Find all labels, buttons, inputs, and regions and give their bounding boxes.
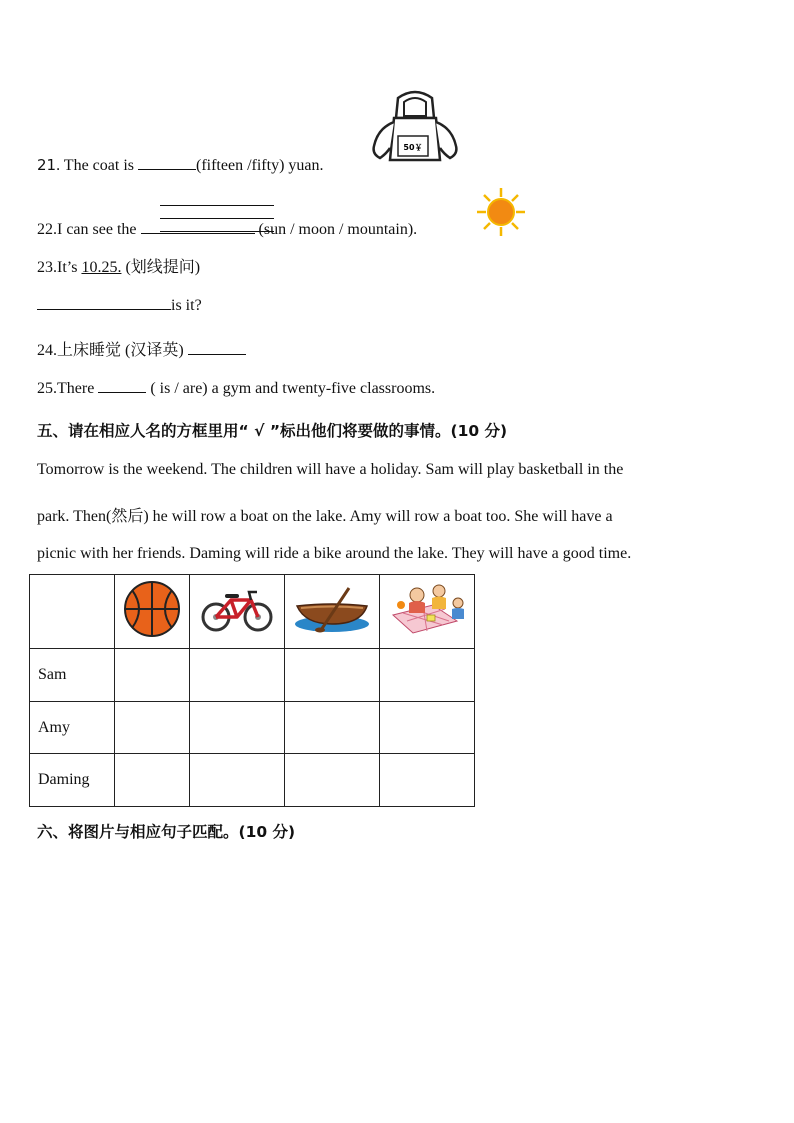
rowboat-icon xyxy=(293,584,371,634)
check-cell[interactable] xyxy=(115,754,190,807)
q25-text-a: 25.There xyxy=(37,380,99,397)
section-6-heading: 六、将图片与相应句子匹配。(10 分) xyxy=(37,823,296,841)
coat-picture xyxy=(368,88,462,168)
q24-text: 24.上床睡觉 (汉译英) xyxy=(37,342,188,359)
question-25 xyxy=(37,378,435,398)
check-cell[interactable] xyxy=(380,649,475,702)
q23-underlined: 10.25. xyxy=(81,259,122,276)
passage-line-2: park. Then(然后) he will row a boat on the lake. Amy will row a boat too. She will have a xyxy=(37,508,613,525)
q24-blank[interactable] xyxy=(188,340,246,355)
row-label-amy: Amy xyxy=(30,702,115,754)
check-cell[interactable] xyxy=(190,702,285,754)
q25-blank[interactable] xyxy=(98,378,146,393)
q23-line2-text: is it? xyxy=(171,297,202,314)
row-label-sam: Sam xyxy=(30,649,115,702)
q25-text-b: ( is / are) a gym and twenty-five classrooms. xyxy=(146,380,436,397)
activity-table xyxy=(29,574,475,807)
q23-blank[interactable] xyxy=(37,295,171,310)
picnic-header xyxy=(380,575,475,649)
question-23 xyxy=(37,254,200,277)
question-22 xyxy=(37,219,417,239)
check-cell[interactable] xyxy=(380,754,475,807)
check-cell[interactable] xyxy=(115,649,190,702)
check-cell[interactable] xyxy=(285,649,380,702)
row-label-daming: Daming xyxy=(30,754,115,807)
check-cell[interactable] xyxy=(190,754,285,807)
basketball-header xyxy=(115,575,190,649)
q22-text-a: 22.I can see the xyxy=(37,221,141,238)
q21-blank[interactable] xyxy=(138,155,196,170)
basketball-icon xyxy=(122,579,182,639)
question-23-line2 xyxy=(37,295,202,315)
check-cell[interactable] xyxy=(380,702,475,754)
check-cell[interactable] xyxy=(115,702,190,754)
rowboat-header xyxy=(285,575,380,649)
q22-text-b: (sun / moon / mountain). xyxy=(254,221,418,238)
check-cell[interactable] xyxy=(190,649,285,702)
corner-cell xyxy=(30,575,115,649)
check-cell[interactable] xyxy=(285,702,380,754)
section-5-heading: 五、请在相应人名的方框里用“ √ ”标出他们将要做的事情。(10 分) xyxy=(37,422,508,440)
bicycle-icon xyxy=(199,584,275,634)
q22-blank[interactable] xyxy=(141,219,255,234)
bicycle-header xyxy=(190,575,285,649)
price-tag: 50￥ xyxy=(403,143,423,152)
q23-text-a: 23.It’s xyxy=(37,259,82,276)
picnic-icon xyxy=(387,581,467,637)
check-cell[interactable] xyxy=(285,754,380,807)
q21-text-b: (fifteen /fifty) yuan. xyxy=(196,157,324,174)
sun-icon xyxy=(476,187,526,237)
question-21 xyxy=(37,155,324,175)
passage-line-1: Tomorrow is the weekend. The children will have a holiday. Sam will play basketball in the xyxy=(37,461,624,478)
q21-text-a: . The coat is xyxy=(56,157,138,174)
question-24 xyxy=(37,337,246,360)
q23-text-b: (划线提问) xyxy=(121,259,201,276)
passage-line-3: picnic with her friends. Daming will ride a bike around the lake. They will have a good time. xyxy=(37,545,632,562)
q21-number: 21 xyxy=(37,156,57,174)
